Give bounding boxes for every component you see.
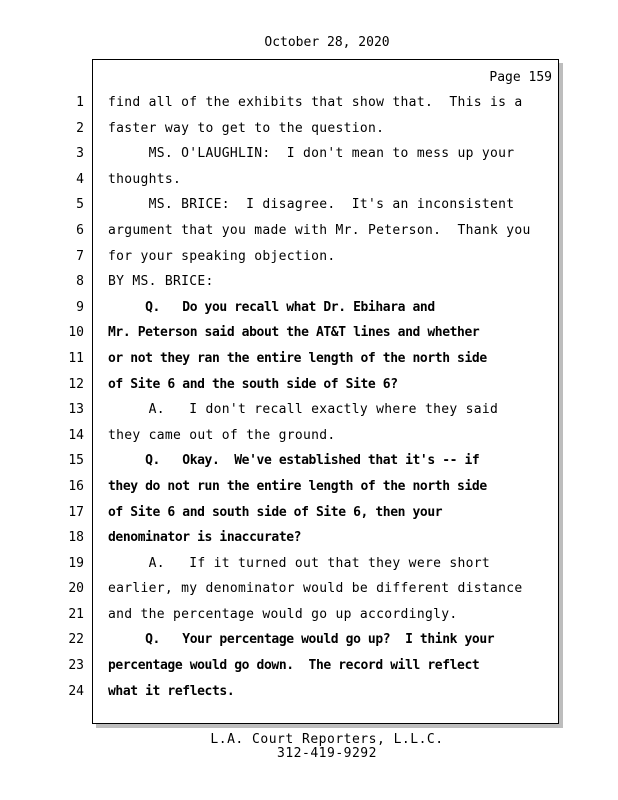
- transcript-line: [0, 397, 618, 423]
- transcript-line: [0, 551, 618, 577]
- line-text: A. I don't recall exactly where they said: [108, 402, 499, 418]
- transcript-line: [0, 346, 618, 372]
- transcript-line: [0, 653, 618, 679]
- transcript-date-header: October 28, 2020: [264, 35, 390, 50]
- line-number: 4: [76, 171, 84, 187]
- line-text: what it reflects.: [108, 683, 235, 699]
- court-reporter-phone: 312-419-9292: [277, 746, 377, 761]
- line-text: thoughts.: [108, 171, 182, 187]
- transcript-lines: [0, 90, 618, 704]
- line-number: 17: [68, 504, 84, 520]
- transcript-line: [0, 602, 618, 628]
- transcript-line: [0, 116, 618, 142]
- line-text: BY MS. BRICE:: [108, 274, 214, 290]
- transcript-line: [0, 141, 618, 167]
- transcript-line: [0, 525, 618, 551]
- line-text: faster way to get to the question.: [108, 120, 385, 136]
- line-text: argument that you made with Mr. Peterson. Thank you: [108, 222, 531, 238]
- line-number: 21: [68, 606, 84, 622]
- line-text: find all of the exhibits that show that. This is a: [108, 95, 523, 110]
- line-text: earlier, my denominator would be different distance: [108, 581, 523, 597]
- line-text: they do not run the entire length of the north side: [108, 478, 487, 494]
- line-number: 7: [76, 248, 84, 264]
- transcript-line: [0, 218, 618, 244]
- transcript-line: [0, 320, 618, 346]
- transcript-line: [0, 423, 618, 449]
- line-number: 23: [68, 658, 84, 674]
- footer: [0, 733, 618, 761]
- line-number: 24: [68, 683, 84, 699]
- transcript-line: [0, 679, 618, 705]
- line-text: MS. BRICE: I disagree. It's an inconsistent: [108, 197, 515, 213]
- line-text: A. If it turned out that they were short: [108, 555, 490, 571]
- line-text: MS. O'LAUGHLIN: I don't mean to mess up your: [108, 146, 515, 162]
- line-text: of Site 6 and south side of Site 6, then your: [108, 504, 443, 520]
- line-text: of Site 6 and the south side of Site 6?: [108, 376, 398, 392]
- transcript-line: [0, 167, 618, 193]
- court-reporter-name: L.A. Court Reporters, L.L.C.: [210, 732, 444, 747]
- line-text: Q. Do you recall what Dr. Ebihara and: [108, 299, 435, 315]
- transcript-line: [0, 474, 618, 500]
- line-text: Q. Your percentage would go up? I think your: [108, 632, 495, 648]
- line-text: Mr. Peterson said about the AT&T lines and whether: [108, 325, 480, 341]
- line-text: and the percentage would go up accordingly.: [108, 606, 458, 622]
- line-text: they came out of the ground.: [108, 427, 336, 443]
- line-number: 5: [76, 197, 84, 213]
- line-number: 6: [76, 222, 84, 238]
- line-number: 14: [68, 427, 84, 443]
- transcript-line: [0, 244, 618, 270]
- transcript-line: [0, 90, 618, 116]
- line-number: 3: [76, 146, 84, 162]
- transcript-line: [0, 269, 618, 295]
- transcript-line: [0, 576, 618, 602]
- page-number: Page 159: [489, 70, 552, 85]
- line-number: 15: [68, 453, 84, 469]
- transcript-line: [0, 372, 618, 398]
- transcript-line: [0, 295, 618, 321]
- line-text: denominator is inaccurate?: [108, 530, 302, 546]
- line-text: percentage would go down. The record will reflect: [108, 658, 480, 674]
- line-number: 22: [68, 632, 84, 648]
- line-number: 20: [68, 581, 84, 597]
- transcript-line: [0, 500, 618, 526]
- transcript-line: [0, 627, 618, 653]
- line-number: 12: [68, 376, 84, 392]
- line-text: for your speaking objection.: [108, 248, 336, 264]
- line-number: 16: [68, 478, 84, 494]
- line-number: 1: [76, 95, 84, 110]
- line-number: 19: [68, 555, 84, 571]
- line-number: 8: [76, 274, 84, 290]
- transcript-line: [0, 192, 618, 218]
- line-text: or not they ran the entire length of the north side: [108, 350, 487, 366]
- transcript-line: [0, 448, 618, 474]
- line-number: 2: [76, 120, 84, 136]
- line-number: 13: [68, 402, 84, 418]
- line-number: 9: [76, 299, 84, 315]
- line-number: 18: [68, 530, 84, 546]
- line-number: 11: [68, 350, 84, 366]
- line-number: 10: [68, 325, 84, 341]
- line-text: Q. Okay. We've established that it's -- if: [108, 453, 480, 469]
